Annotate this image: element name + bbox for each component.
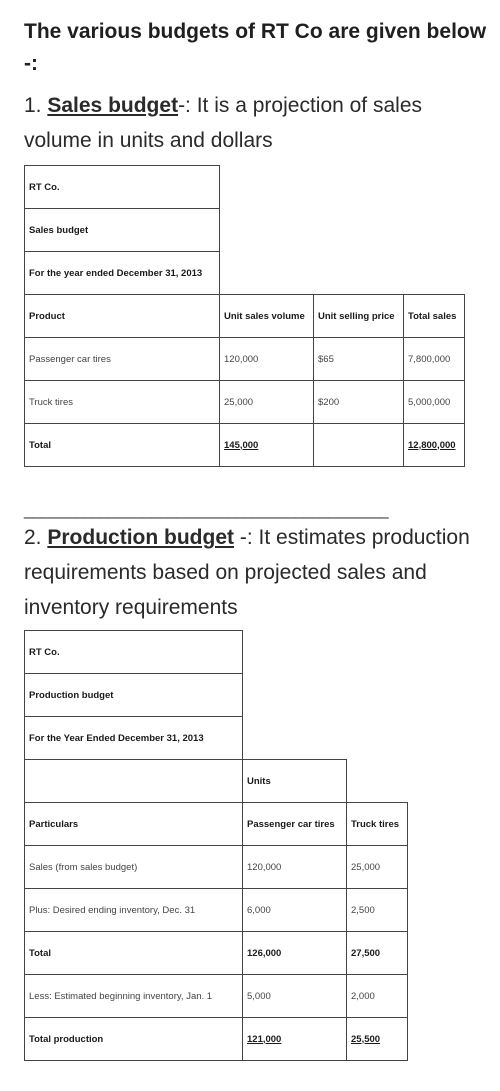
table-cell: 12,800,000 (404, 424, 465, 467)
table-row (25, 846, 408, 889)
sales-intro (24, 88, 494, 158)
table-cell (314, 424, 404, 467)
table-cell: 5,000,000 (404, 381, 465, 424)
column-header: Total sales (404, 295, 465, 338)
table-row (25, 338, 465, 381)
production-title: Production budget (25, 674, 243, 717)
heading-line-1: The various budgets of RT Co are given below (24, 20, 487, 43)
table-cell: 126,000 (243, 932, 347, 975)
production-company: RT Co. (25, 631, 243, 674)
table-cell: Plus: Desired ending inventory, Dec. 31 (25, 889, 243, 932)
table-row (25, 674, 408, 717)
table-cell: 145,000 (220, 424, 314, 467)
production-intro-number: 2. (24, 526, 42, 549)
sales-period: For the year ended December 31, 2013 (25, 252, 220, 295)
column-header: Unit sales volume (220, 295, 314, 338)
table-row (25, 381, 465, 424)
column-header: Particulars (25, 803, 243, 846)
divider-line: ___________________________________________ (24, 500, 388, 519)
table-cell: Total (25, 424, 220, 467)
units-label: Units (243, 760, 347, 803)
production-budget-term: Production budget (47, 526, 235, 549)
table-cell: Total (25, 932, 243, 975)
sales-intro-text-1: -: It is a projection of sales (178, 94, 423, 117)
table-cell: 27,500 (347, 932, 408, 975)
production-intro-text-2: requirements based on projected sales and (24, 561, 427, 584)
production-intro (24, 520, 494, 625)
table-cell: Total production (25, 1018, 243, 1061)
table-cell: Truck tires (25, 381, 220, 424)
table-cell: 7,800,000 (404, 338, 465, 381)
table-cell: 25,500 (347, 1018, 408, 1061)
table-cell: Sales (from sales budget) (25, 846, 243, 889)
column-header: Passenger car tires (243, 803, 347, 846)
sales-budget-table (24, 165, 465, 467)
page-heading (24, 16, 494, 80)
production-intro-text-3: inventory requirements (24, 596, 238, 619)
table-total-row (25, 1018, 408, 1061)
table-cell: 2,000 (347, 975, 408, 1018)
table-cell: 120,000 (243, 846, 347, 889)
table-row (25, 975, 408, 1018)
production-budget-table (24, 630, 408, 1061)
table-row (25, 631, 408, 674)
table-row (25, 760, 408, 803)
table-row (25, 209, 465, 252)
table-total-row (25, 424, 465, 467)
table-cell: 25,000 (347, 846, 408, 889)
column-header: Product (25, 295, 220, 338)
table-row (25, 717, 408, 760)
table-cell: 120,000 (220, 338, 314, 381)
table-row (25, 252, 465, 295)
production-period: For the Year Ended December 31, 2013 (25, 717, 243, 760)
sales-company: RT Co. (25, 166, 220, 209)
sales-budget-term: Sales budget (47, 94, 179, 117)
table-row (25, 166, 465, 209)
sales-intro-text-2: volume in units and dollars (24, 129, 273, 152)
column-header: Unit selling price (314, 295, 404, 338)
table-cell (25, 760, 243, 803)
production-intro-text-1: -: It estimates production (234, 526, 470, 549)
table-cell: Passenger car tires (25, 338, 220, 381)
sales-title: Sales budget (25, 209, 220, 252)
table-cell: Less: Estimated beginning inventory, Jan. 1 (25, 975, 243, 1018)
heading-line-2: -: (24, 52, 38, 75)
table-row (25, 889, 408, 932)
table-cell: 25,000 (220, 381, 314, 424)
table-cell: 6,000 (243, 889, 347, 932)
table-cell: $200 (314, 381, 404, 424)
table-cell: 121,000 (243, 1018, 347, 1061)
table-header-row (25, 803, 408, 846)
table-header-row (25, 295, 465, 338)
sales-intro-number: 1. (24, 94, 42, 117)
table-cell: 2,500 (347, 889, 408, 932)
table-cell: $65 (314, 338, 404, 381)
table-cell: 5,000 (243, 975, 347, 1018)
table-total-row (25, 932, 408, 975)
column-header: Truck tires (347, 803, 408, 846)
